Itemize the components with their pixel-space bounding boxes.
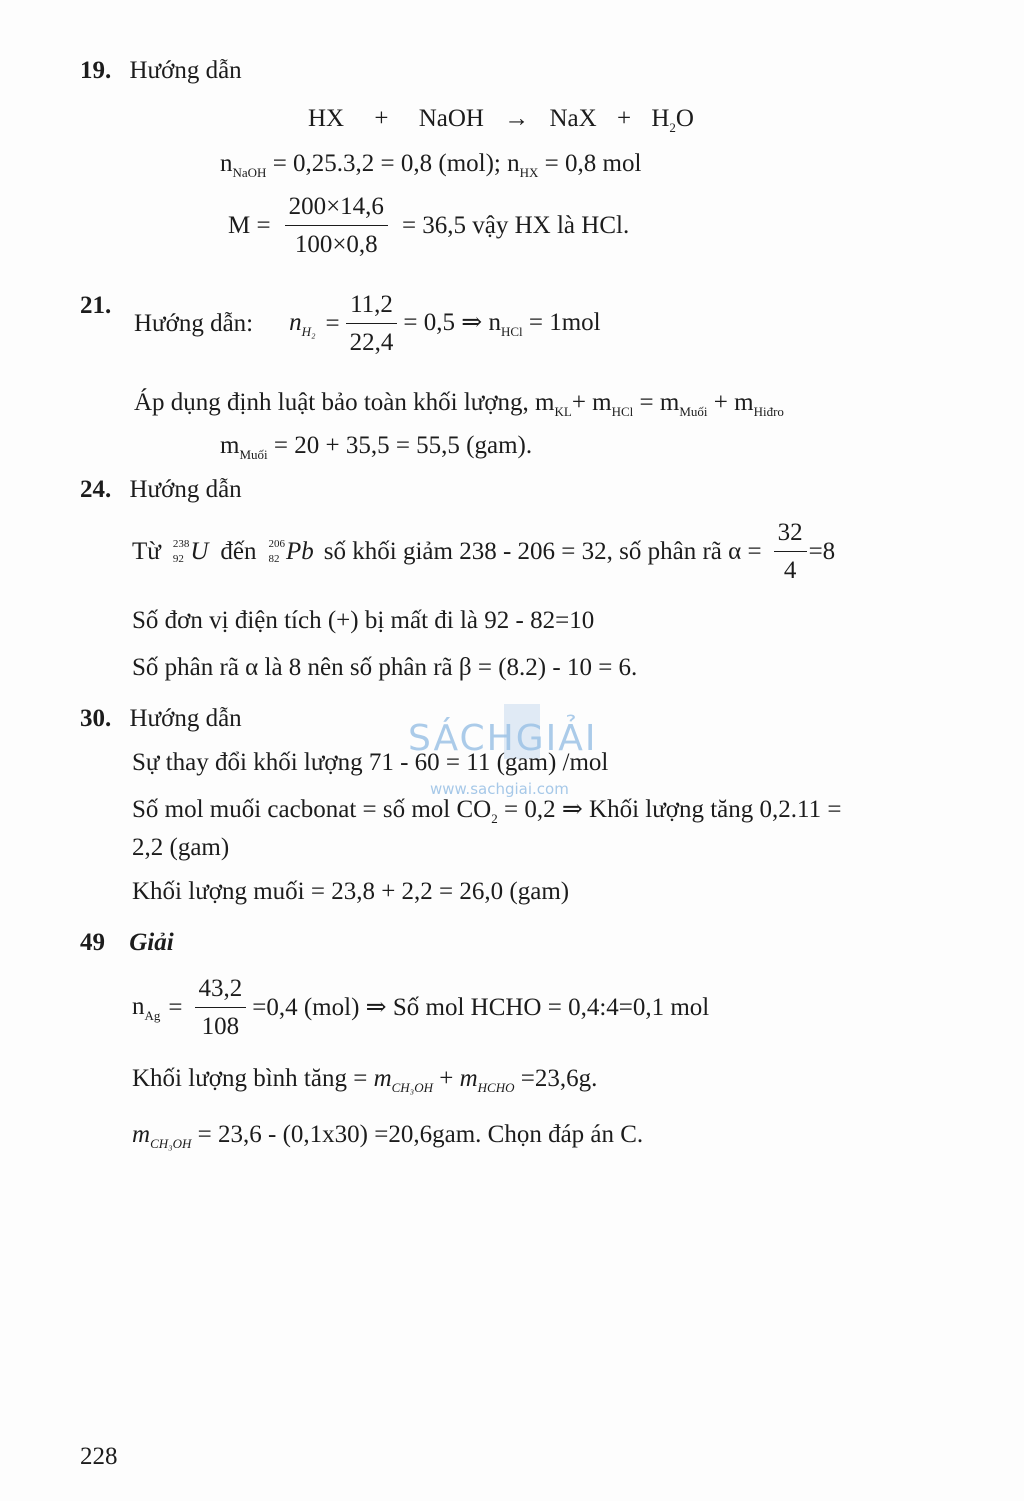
fraction	[774, 520, 807, 583]
q21-conservation-line: Áp dụng định luật bảo toàn khối lượng, $m_{KL}+ m_{HCl} = m_{Muối} + m_{Hiđro}$	[134, 389, 784, 419]
q49-heading: Giải	[129, 929, 174, 956]
q24-beta-line: Số phân rã α là 8 nên số phân rã β = (8.2) - 10 = 6.	[132, 654, 638, 681]
q30-number: 30.	[80, 705, 112, 732]
eq-product-nax: NaX	[549, 105, 597, 132]
q19-equation	[308, 106, 694, 134]
eq-product-water: $H_2O$	[651, 105, 694, 135]
eq-arrow: →	[504, 105, 530, 132]
watermark-logo	[408, 700, 622, 798]
fraction-numerator: 200×14,6	[285, 194, 388, 226]
eq-reactant-hx: HX	[308, 105, 345, 132]
fraction-numerator: 32	[774, 520, 807, 552]
fraction	[195, 976, 247, 1039]
q21-heading: Hướng dẫn:	[134, 310, 254, 337]
q21-line1: Hướng dẫn: $n_{H_2}$ = $\frac{11,2}{22,4}$ = 0,5 ⇒ $n_{HCl} = 1mol$	[134, 291, 601, 356]
fraction-denominator: 108	[201, 1013, 240, 1040]
q24-header	[80, 477, 242, 502]
page-number: 228	[80, 1443, 118, 1470]
q30-line2: Số mol muối cacbonat = số mol $CO_2 = 0,2$ ⇒ Khối lượng tăng 0,2.11 =	[132, 796, 842, 826]
q24-charge-line: Số đơn vị điện tích (+) bị mất đi là 92 - 82=10	[132, 607, 595, 634]
q19-header	[80, 58, 242, 83]
watermark-brand: SÁCHGIẢI	[408, 718, 598, 759]
q19-number: 19.	[80, 57, 112, 84]
q21-result-line: $m_{Muối} = 20 + 35,5 = 55,5$ (gam).	[220, 432, 533, 462]
watermark-url: www.sachgiai.com	[430, 780, 569, 798]
q30-line4: Khối lượng muối = 23,8 + 2,2 = 26,0 (gam)	[132, 878, 570, 905]
eq-plus: +	[374, 105, 389, 132]
fraction-numerator: 11,2	[346, 292, 397, 324]
fraction	[346, 292, 398, 355]
q49-number: 49	[80, 929, 105, 956]
q49-line3: $m_{CH_3OH} = 23,6 - (0,1x30) =20,6gam$. Chọn đáp án C.	[132, 1121, 644, 1151]
fraction-numerator: 43,2	[195, 976, 247, 1008]
eq-plus: +	[616, 105, 632, 132]
q30-heading: Hướng dẫn	[129, 705, 242, 732]
q19-molar-mass-line: M = $\frac{200\times 14,6}{100\times 0,8}$ = 36,5 vậy HX là HCl.	[228, 193, 630, 258]
q24-heading: Hướng dẫn	[129, 476, 242, 503]
q21-number: 21.	[80, 292, 112, 319]
q19-mol-line: $n_{NaOH} = 0,25.3,2 = 0,8$ (mol); $n_{HX} = 0,8$ mol	[220, 150, 642, 180]
q24-decay-line: Từ 238 92 U đến 206 82 Pb số khối giảm 238 - 206 = 32, số phân rã α = $\frac{32}{4}$ =8	[132, 519, 836, 584]
q30-line1: Sự thay đổi khối lượng 71 - 60 = 11 (gam) /mol	[132, 749, 609, 776]
uranium-notation: 238 92	[172, 537, 190, 565]
fraction-denominator: 22,4	[349, 329, 394, 356]
eq-reactant-naoh: NaOH	[418, 105, 484, 132]
q24-number: 24.	[80, 476, 112, 503]
fraction-denominator: 4	[783, 557, 797, 584]
fraction-denominator: 100×0,8	[294, 231, 378, 258]
q49-line1: $n_{Ag}$ = $\frac{43,2}{108}$ =0,4 (mol) ⇒ Số mol HCHO = 0,4:4=0,1 mol	[132, 975, 710, 1040]
q19-heading: Hướng dẫn	[129, 57, 242, 84]
q49-line2: Khối lượng bình tăng = $m_{CH_3OH} + m_{HCHO} =23,6g$.	[132, 1065, 598, 1095]
fraction	[285, 194, 388, 257]
lead-notation: 206 82	[268, 537, 285, 565]
q49-header	[80, 930, 174, 955]
q30-header	[80, 706, 242, 731]
q30-line3: 2,2 (gam)	[132, 834, 230, 861]
